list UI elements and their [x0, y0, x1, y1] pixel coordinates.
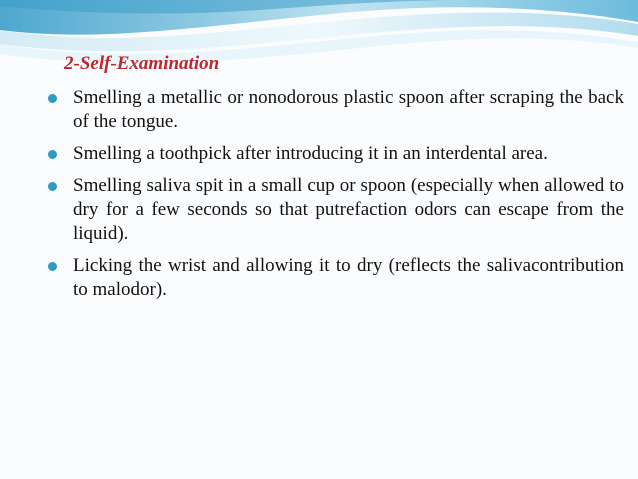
circle-bullet-icon: [48, 262, 57, 271]
bullet-text: Smelling saliva spit in a small cup or spoon (especially when allowed to dry for a few seconds so that putrefaction odors can escape from the liquid).: [73, 175, 624, 244]
bullet-text: Licking the wrist and allowing it to dry (reflects the salivacontribution to malodor).: [73, 255, 624, 300]
list-item: [48, 254, 624, 302]
bullet-text: Smelling a toothpick after introducing it in an interdental area.: [73, 143, 548, 164]
list-item: [48, 86, 624, 134]
list-item: [48, 174, 624, 246]
circle-bullet-icon: [48, 94, 57, 103]
slide-title: 2-Self-Examination: [64, 53, 220, 74]
list-item: [48, 142, 624, 166]
bullet-list: [48, 86, 624, 310]
circle-bullet-icon: [48, 150, 57, 159]
circle-bullet-icon: [48, 182, 57, 191]
bullet-text: Smelling a metallic or nonodorous plastic spoon after scraping the back of the tongue.: [73, 87, 624, 132]
